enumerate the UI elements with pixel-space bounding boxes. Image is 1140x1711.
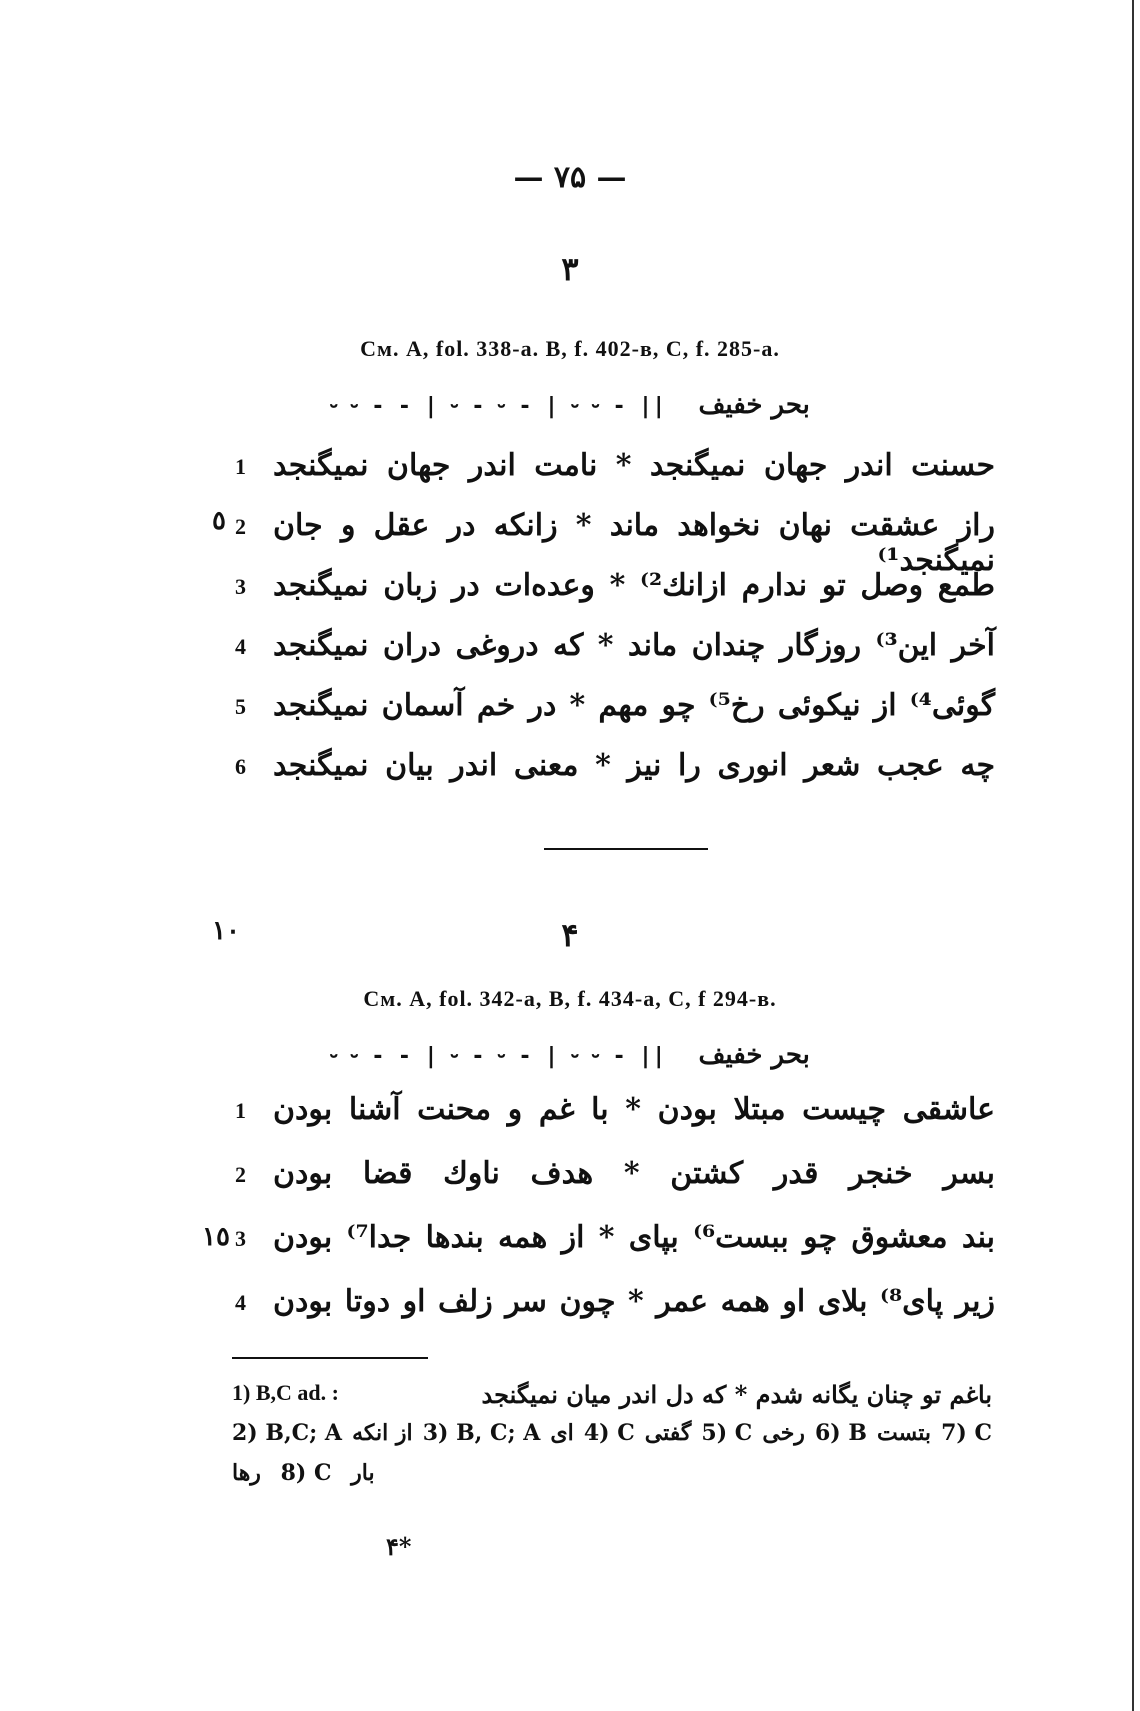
poem-3-verse (235, 508, 995, 578)
verse-text: راز عشقت نهان نخواهد ماند * زانکه در عقل و جان نمیگنجد¹⁾ (273, 508, 995, 578)
footnote-item: 6) B (815, 1420, 867, 1446)
footnote-item: 3) B, C; A (422, 1420, 541, 1446)
line-margin-number: ١٥ (202, 1222, 230, 1252)
poem-3-verse (235, 568, 995, 618)
verse-number: 1 (235, 1098, 246, 1123)
footnote-item: رها (232, 1460, 261, 1486)
footnote-text: باغم تو چنان یگانه شدم * که دل اندر میان نمیگنجد (481, 1380, 992, 1409)
footnote-line (232, 1460, 992, 1486)
footnote-line (232, 1380, 992, 1409)
verse-number: 5 (235, 694, 246, 719)
poem-4-reference: Cм. A, fol. 342-a, B, f. 434-a, C, f 294-в. (363, 986, 777, 1011)
verse-number: 6 (235, 754, 246, 779)
verse-number: 1 (235, 454, 246, 479)
verse-number: 2 (235, 1162, 246, 1187)
footnote-rule (232, 1357, 428, 1359)
line-margin-number: ٥ (212, 506, 226, 536)
poem-4-verse (235, 1284, 995, 1334)
poem-3-number: ۳ (561, 250, 579, 288)
line-margin-number: ١٠ (212, 916, 240, 946)
poem-3-reference: Cм. A, fol. 338-a. B, f. 402-в, C, f. 285-a. (360, 336, 780, 361)
verse-text: حسنت اندر جهان نمیگنجد * نامت اندر جهان نمیگنجد (273, 448, 995, 483)
verse-text: عاشقی چیست مبتلا بودن * با غم و محنت آشنا بودن (273, 1092, 995, 1127)
footnote-label: 1) B,C ad. : (232, 1380, 339, 1405)
footnote-item: 7) C (941, 1420, 992, 1446)
verse-text: بسر خنجر قدر کشتن * هدف ناوك قضا بودن (273, 1156, 995, 1191)
page-number: — ۷۵ — (513, 160, 627, 195)
footnote-item: بار (351, 1460, 375, 1486)
verse-text: چه عجب شعر انوری را نیز * معنی اندر بیان نمیگنجد (273, 748, 995, 783)
footnote-item: 4) C (583, 1420, 635, 1446)
footnote-item: گفتی (644, 1420, 692, 1446)
footnote-item: 2) B,C; A (232, 1420, 342, 1446)
verse-number: 4 (235, 634, 246, 659)
poem-4-verse (235, 1156, 995, 1206)
footnotes (232, 1380, 992, 1500)
poem-4-verse (235, 1220, 995, 1270)
verse-number: 3 (235, 574, 246, 599)
footnote-item: 8) C (280, 1460, 332, 1486)
verse-number: 3 (235, 1226, 246, 1251)
verse-number: 2 (235, 514, 246, 539)
footnote-line (232, 1420, 992, 1446)
verse-text: آخر این³⁾ روزگار چندان ماند * که دروغی دران نمیگنجد (273, 628, 996, 663)
footnote-item: رخی (762, 1420, 805, 1446)
footnote-item: از انکه (352, 1420, 413, 1446)
meter-name: بحر خفیف (698, 1040, 810, 1070)
verse-text: بند معشوق چو ببست⁶⁾ بپای * از همه بندها جدا⁷⁾ بودن (273, 1220, 996, 1255)
meter-scansion: ⏑ ⏑ - - | ⏑ - ⏑ - | ⏑ ⏑ - || (330, 1044, 666, 1069)
printer-signature: ۴* (386, 1532, 412, 1561)
verse-text: زیر پای⁸⁾ بلای او همه عمر * چون سر زلف او دوتا بودن (273, 1284, 995, 1319)
footnote-item: ای (550, 1420, 574, 1446)
section-divider (544, 848, 708, 850)
poem-3-verse (235, 688, 995, 738)
poem-3-meter (0, 390, 1140, 420)
meter-name: بحر خفیف (698, 390, 810, 420)
poem-4-meter (0, 1040, 1140, 1070)
verse-number: 4 (235, 1290, 246, 1315)
poem-3-verse (235, 628, 995, 678)
footnote-item: 5) C (701, 1420, 753, 1446)
meter-scansion: ⏑ ⏑ - - | ⏑ - ⏑ - | ⏑ ⏑ - || (330, 394, 666, 419)
verse-text: طمع وصل تو ندارم ازانك²⁾ * وعده‌ات در زبان نمیگنجد (273, 568, 995, 603)
poem-3-verse (235, 448, 995, 498)
poem-4-verse (235, 1092, 995, 1142)
verse-text: گوئی⁴⁾ از نیکوئی رخ⁵⁾ چو مهم * در خم آسمان نمیگنجد (273, 688, 995, 723)
footnote-item: بتست (877, 1420, 932, 1446)
poem-3-verse (235, 748, 995, 798)
poem-4-number: ۴ (561, 916, 579, 954)
